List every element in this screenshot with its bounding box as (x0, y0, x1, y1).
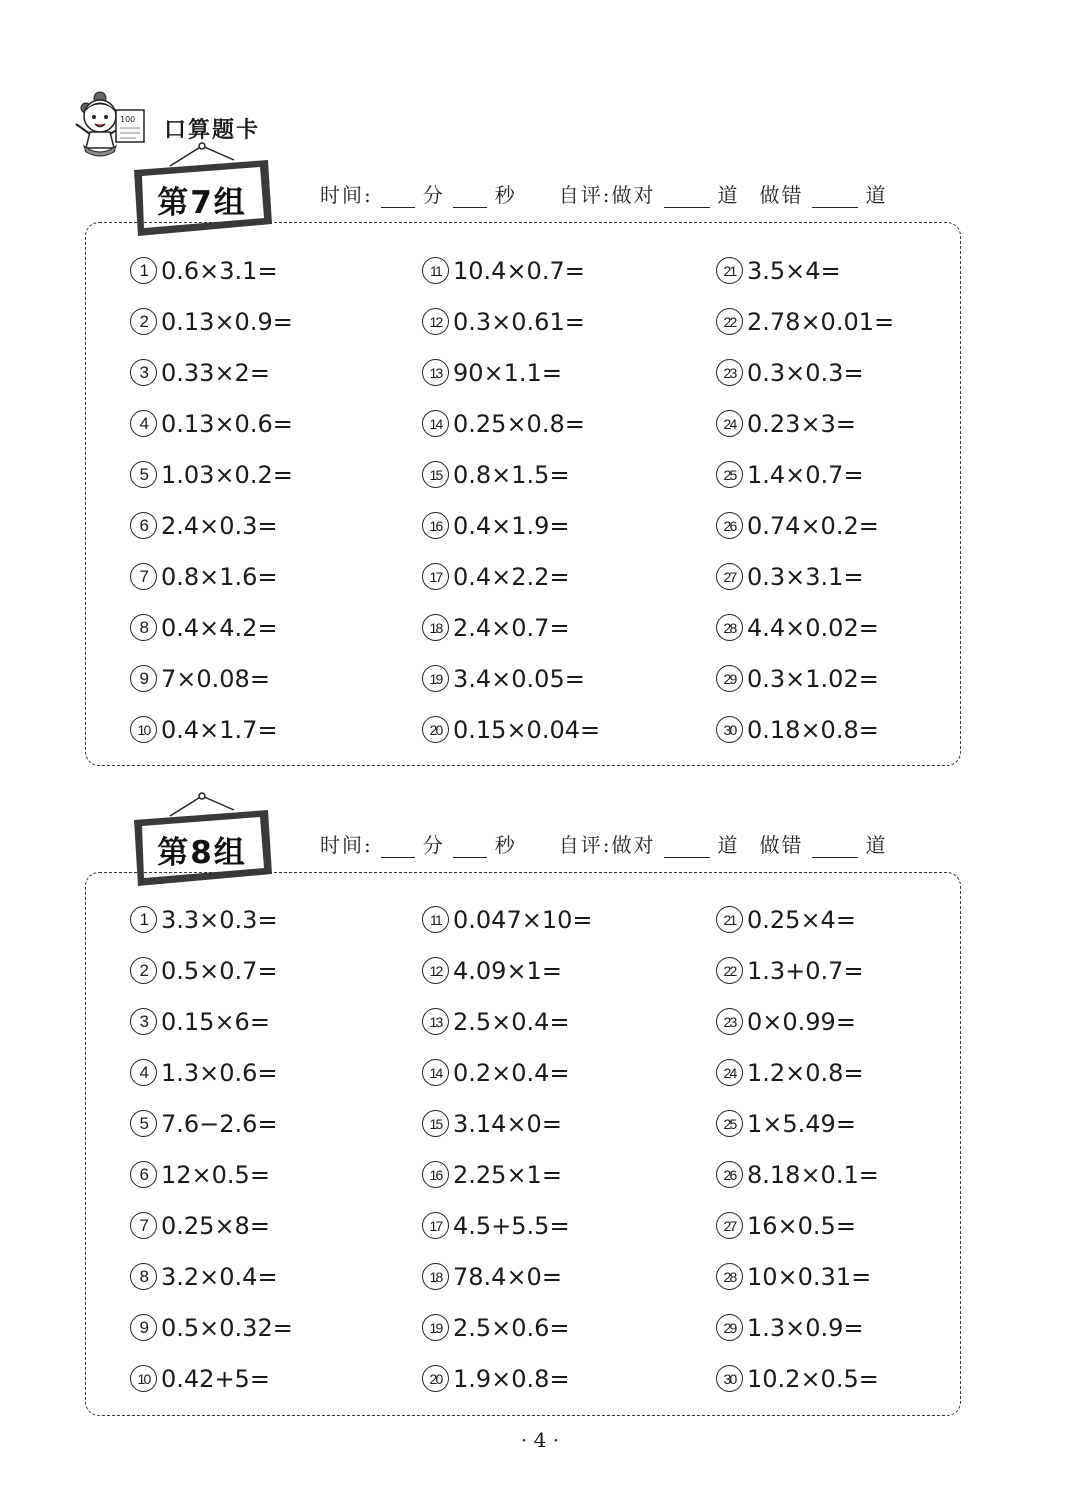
question-expression: 0.047×10= (453, 905, 593, 934)
question-item (130, 1353, 422, 1404)
question-item (716, 245, 966, 296)
question-item (130, 1098, 422, 1149)
question-expression: 2.4×0.7= (453, 613, 570, 642)
question-number-circle: 25 (716, 461, 743, 488)
question-number-circle: 7 (130, 563, 157, 590)
question-item (422, 653, 716, 704)
question-expression: 1.2×0.8= (747, 1058, 864, 1087)
question-expression: 3.4×0.05= (453, 664, 585, 693)
question-item (130, 398, 422, 449)
question-item (130, 1251, 422, 1302)
question-expression: 0.8×1.6= (161, 562, 278, 591)
question-item (716, 1302, 966, 1353)
question-number-circle: 19 (422, 665, 449, 692)
wrong-count-blank[interactable] (812, 835, 858, 858)
question-expression: 0.18×0.8= (747, 715, 879, 744)
question-item (716, 347, 966, 398)
question-number-circle: 11 (422, 257, 449, 284)
question-expression: 0.15×0.04= (453, 715, 601, 744)
question-number-circle: 8 (130, 1263, 157, 1290)
question-item (130, 1200, 422, 1251)
question-item (422, 449, 716, 500)
question-number-circle: 1 (130, 257, 157, 284)
question-number-circle: 23 (716, 359, 743, 386)
question-expression: 0.13×0.6= (161, 409, 293, 438)
question-number-circle: 28 (716, 1263, 743, 1290)
seconds-blank[interactable] (453, 185, 487, 208)
question-item (716, 996, 966, 1047)
question-item (130, 449, 422, 500)
question-item (130, 1302, 422, 1353)
question-number-circle: 19 (422, 1314, 449, 1341)
question-item (130, 602, 422, 653)
question-expression: 0.5×0.32= (161, 1313, 293, 1342)
question-expression: 2.4×0.3= (161, 511, 278, 540)
question-item (716, 551, 966, 602)
question-expression: 10.2×0.5= (747, 1364, 879, 1393)
question-expression: 4.5+5.5= (453, 1211, 570, 1240)
question-number-circle: 6 (130, 512, 157, 539)
question-item (130, 996, 422, 1047)
question-item (422, 602, 716, 653)
question-item (422, 500, 716, 551)
question-expression: 0.3×1.02= (747, 664, 879, 693)
minutes-blank[interactable] (381, 835, 415, 858)
question-number-circle: 2 (130, 308, 157, 335)
question-expression: 90×1.1= (453, 358, 562, 387)
question-expression: 16×0.5= (747, 1211, 856, 1240)
question-item (422, 245, 716, 296)
question-expression: 0.3×3.1= (747, 562, 864, 591)
question-number-circle: 27 (716, 563, 743, 590)
question-expression: 0.8×1.5= (453, 460, 570, 489)
question-number-circle: 12 (422, 957, 449, 984)
unit-label: 道 (717, 833, 740, 857)
question-expression: 0.33×2= (161, 358, 270, 387)
question-item (422, 1098, 716, 1149)
group-title: 第8组 (157, 834, 247, 871)
question-number-circle: 13 (422, 1008, 449, 1035)
question-expression: 2.25×1= (453, 1160, 562, 1189)
question-expression: 8.18×0.1= (747, 1160, 879, 1189)
question-number-circle: 9 (130, 665, 157, 692)
question-number-circle: 20 (422, 1365, 449, 1392)
question-number-circle: 27 (716, 1212, 743, 1239)
minutes-label: 分 (422, 833, 445, 857)
question-expression: 0.25×0.8= (453, 409, 585, 438)
question-number-circle: 10 (130, 716, 157, 743)
question-number-circle: 4 (130, 410, 157, 437)
question-item (716, 704, 966, 755)
question-expression: 0.74×0.2= (747, 511, 879, 540)
question-expression: 10×0.31= (747, 1262, 872, 1291)
question-number-circle: 7 (130, 1212, 157, 1239)
question-expression: 1×5.49= (747, 1109, 856, 1138)
unit-label: 道 (865, 833, 888, 857)
question-number-circle: 22 (716, 308, 743, 335)
unit-label: 道 (865, 183, 888, 207)
seconds-label: 秒 (494, 183, 517, 207)
question-expression: 2.5×0.6= (453, 1313, 570, 1342)
page-header-title: 口算题卡 (164, 117, 261, 143)
question-item (716, 296, 966, 347)
question-item (130, 296, 422, 347)
question-number-circle: 13 (422, 359, 449, 386)
question-expression: 1.3×0.6= (161, 1058, 278, 1087)
question-expression: 3.3×0.3= (161, 905, 278, 934)
question-number-circle: 12 (422, 308, 449, 335)
question-expression: 1.9×0.8= (453, 1364, 570, 1393)
question-item (716, 653, 966, 704)
question-item (716, 500, 966, 551)
question-number-circle: 16 (422, 512, 449, 539)
question-number-circle: 15 (422, 461, 449, 488)
question-item (422, 1149, 716, 1200)
question-item (422, 945, 716, 996)
question-expression: 0×0.99= (747, 1007, 856, 1036)
question-number-circle: 25 (716, 1110, 743, 1137)
question-number-circle: 18 (422, 614, 449, 641)
question-item (130, 245, 422, 296)
question-number-circle: 10 (130, 1365, 157, 1392)
question-number-circle: 28 (716, 614, 743, 641)
question-number-circle: 5 (130, 1110, 157, 1137)
self-eval-correct-label: 自评:做对 (558, 833, 656, 857)
question-expression: 0.6×3.1= (161, 256, 278, 285)
question-expression: 0.4×4.2= (161, 613, 278, 642)
question-item (716, 894, 966, 945)
question-expression: 2.5×0.4= (453, 1007, 570, 1036)
question-item (422, 347, 716, 398)
question-expression: 1.03×0.2= (161, 460, 293, 489)
question-number-circle: 24 (716, 410, 743, 437)
question-expression: 0.4×1.7= (161, 715, 278, 744)
question-expression: 0.23×3= (747, 409, 856, 438)
wrong-count-blank[interactable] (812, 185, 858, 208)
question-number-circle: 16 (422, 1161, 449, 1188)
question-number-circle: 14 (422, 1059, 449, 1086)
question-item (130, 347, 422, 398)
question-number-circle: 21 (716, 906, 743, 933)
question-item (716, 449, 966, 500)
question-expression: 0.4×2.2= (453, 562, 570, 591)
question-item (716, 1200, 966, 1251)
question-item (130, 945, 422, 996)
question-expression: 3.14×0= (453, 1109, 562, 1138)
question-number-circle: 20 (422, 716, 449, 743)
question-number-circle: 5 (130, 461, 157, 488)
question-expression: 10.4×0.7= (453, 256, 585, 285)
question-number-circle: 24 (716, 1059, 743, 1086)
question-number-circle: 26 (716, 1161, 743, 1188)
question-number-circle: 14 (422, 410, 449, 437)
question-number-circle: 21 (716, 257, 743, 284)
question-item (422, 1200, 716, 1251)
question-number-circle: 3 (130, 359, 157, 386)
group-8-question-grid (130, 894, 966, 1404)
question-expression: 3.5×4= (747, 256, 841, 285)
question-item (422, 894, 716, 945)
wrong-label: 做错 (759, 183, 804, 207)
question-item (422, 996, 716, 1047)
question-number-circle: 15 (422, 1110, 449, 1137)
correct-count-blank[interactable] (664, 185, 710, 208)
question-expression: 2.78×0.01= (747, 307, 895, 336)
question-expression: 4.09×1= (453, 956, 562, 985)
question-item (716, 602, 966, 653)
question-number-circle: 22 (716, 957, 743, 984)
minutes-label: 分 (422, 183, 445, 207)
question-item (422, 1251, 716, 1302)
question-item (130, 500, 422, 551)
question-number-circle: 29 (716, 1314, 743, 1341)
question-item (130, 894, 422, 945)
question-item (130, 1149, 422, 1200)
page-number: · 4 · (520, 1428, 560, 1452)
question-expression: 7×0.08= (161, 664, 270, 693)
group-8-info-line (320, 828, 888, 858)
question-item (422, 704, 716, 755)
question-number-circle: 17 (422, 563, 449, 590)
question-item (130, 1047, 422, 1098)
question-item (716, 398, 966, 449)
seconds-label: 秒 (494, 833, 517, 857)
seconds-blank[interactable] (453, 835, 487, 858)
question-item (716, 945, 966, 996)
question-expression: 0.25×8= (161, 1211, 270, 1240)
question-item (716, 1047, 966, 1098)
question-number-circle: 2 (130, 957, 157, 984)
question-number-circle: 3 (130, 1008, 157, 1035)
question-item (130, 653, 422, 704)
wrong-label: 做错 (759, 833, 804, 857)
question-number-circle: 9 (130, 1314, 157, 1341)
question-item (130, 704, 422, 755)
question-expression: 0.3×0.3= (747, 358, 864, 387)
self-eval-correct-label: 自评:做对 (558, 183, 656, 207)
group-7-question-grid (130, 245, 966, 755)
question-number-circle: 18 (422, 1263, 449, 1290)
svg-text:100: 100 (120, 115, 136, 124)
question-number-circle: 6 (130, 1161, 157, 1188)
question-number-circle: 23 (716, 1008, 743, 1035)
question-expression: 0.3×0.61= (453, 307, 585, 336)
time-label: 时间: (320, 833, 373, 857)
question-item (716, 1353, 966, 1404)
question-number-circle: 8 (130, 614, 157, 641)
question-expression: 0.15×6= (161, 1007, 270, 1036)
question-number-circle: 26 (716, 512, 743, 539)
question-item (130, 551, 422, 602)
question-item (716, 1251, 966, 1302)
question-expression: 1.4×0.7= (747, 460, 864, 489)
question-number-circle: 4 (130, 1059, 157, 1086)
question-expression: 0.42+5= (161, 1364, 270, 1393)
question-expression: 4.4×0.02= (747, 613, 879, 642)
question-item (422, 296, 716, 347)
question-item (716, 1098, 966, 1149)
question-number-circle: 11 (422, 906, 449, 933)
question-item (422, 1302, 716, 1353)
question-number-circle: 1 (130, 906, 157, 933)
group-title: 第7组 (157, 184, 247, 221)
correct-count-blank[interactable] (664, 835, 710, 858)
question-expression: 1.3×0.9= (747, 1313, 864, 1342)
question-item (422, 551, 716, 602)
group-7-info-line (320, 178, 888, 208)
question-number-circle: 30 (716, 716, 743, 743)
question-expression: 0.25×4= (747, 905, 856, 934)
question-expression: 0.13×0.9= (161, 307, 293, 336)
question-expression: 1.3+0.7= (747, 956, 864, 985)
unit-label: 道 (717, 183, 740, 207)
question-expression: 3.2×0.4= (161, 1262, 278, 1291)
question-expression: 0.2×0.4= (453, 1058, 570, 1087)
question-number-circle: 30 (716, 1365, 743, 1392)
question-expression: 78.4×0= (453, 1262, 562, 1291)
question-number-circle: 29 (716, 665, 743, 692)
time-label: 时间: (320, 183, 373, 207)
question-item (422, 1047, 716, 1098)
question-item (716, 1149, 966, 1200)
question-expression: 0.4×1.9= (453, 511, 570, 540)
question-expression: 12×0.5= (161, 1160, 270, 1189)
question-expression: 0.5×0.7= (161, 956, 278, 985)
question-item (422, 398, 716, 449)
question-expression: 7.6−2.6= (161, 1109, 278, 1138)
question-item (422, 1353, 716, 1404)
question-number-circle: 17 (422, 1212, 449, 1239)
minutes-blank[interactable] (381, 185, 415, 208)
